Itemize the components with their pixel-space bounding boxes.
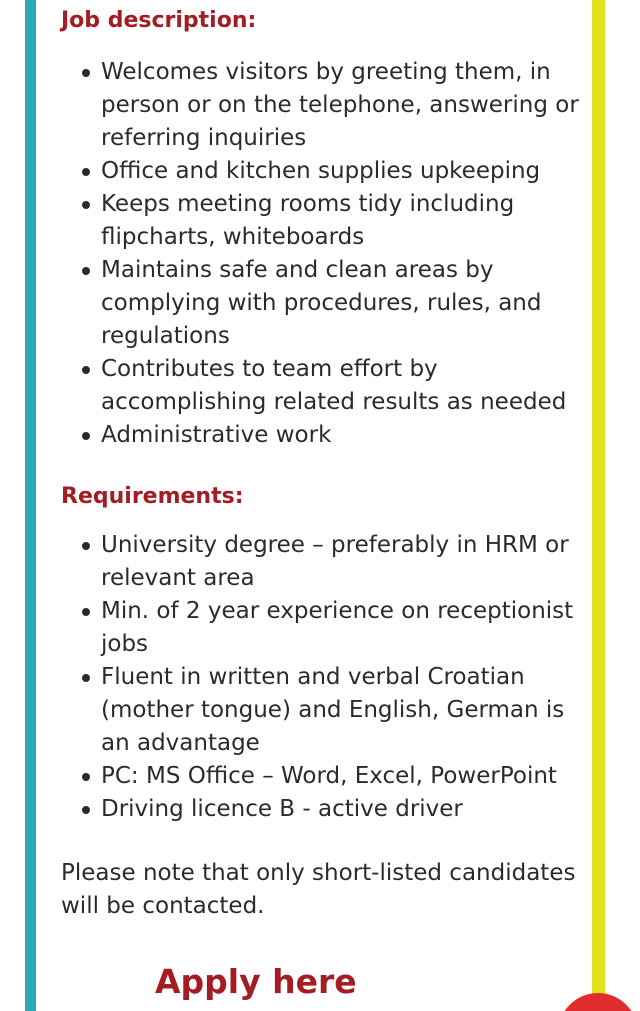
shortlist-note: Please note that only short-listed candidates will be contacted. [61, 860, 576, 919]
job-description-heading: Job description: [61, 8, 257, 33]
list-item: PC: MS Office – Word, Excel, PowerPoint [101, 760, 581, 793]
list-item: Contributes to team effort by accomplishing related results as needed [101, 353, 581, 419]
list-item: Min. of 2 year experience on receptionist jobs [101, 595, 581, 661]
floating-action-badge[interactable] [558, 993, 638, 1011]
list-item: Driving licence B - active driver [101, 793, 581, 826]
job-description-list [101, 56, 581, 452]
list-item: Fluent in written and verbal Croatian (mother tongue) and English, German is an advantage [101, 661, 581, 760]
list-item: University degree – preferably in HRM or relevant area [101, 529, 581, 595]
requirements-list [101, 529, 581, 826]
list-item: Maintains safe and clean areas by complying with procedures, rules, and regulations [101, 254, 581, 353]
right-yellow-border [592, 0, 605, 1011]
list-item: Welcomes visitors by greeting them, in person or on the telephone, answering or referring inquiries [101, 56, 581, 155]
apply-here-link[interactable]: Apply here [155, 962, 357, 1001]
requirements-heading: Requirements: [61, 484, 244, 509]
left-teal-border [25, 0, 36, 1011]
list-item: Administrative work [101, 419, 581, 452]
list-item: Office and kitchen supplies upkeeping [101, 155, 581, 188]
list-item: Keeps meeting rooms tidy including flipcharts, whiteboards [101, 188, 581, 254]
